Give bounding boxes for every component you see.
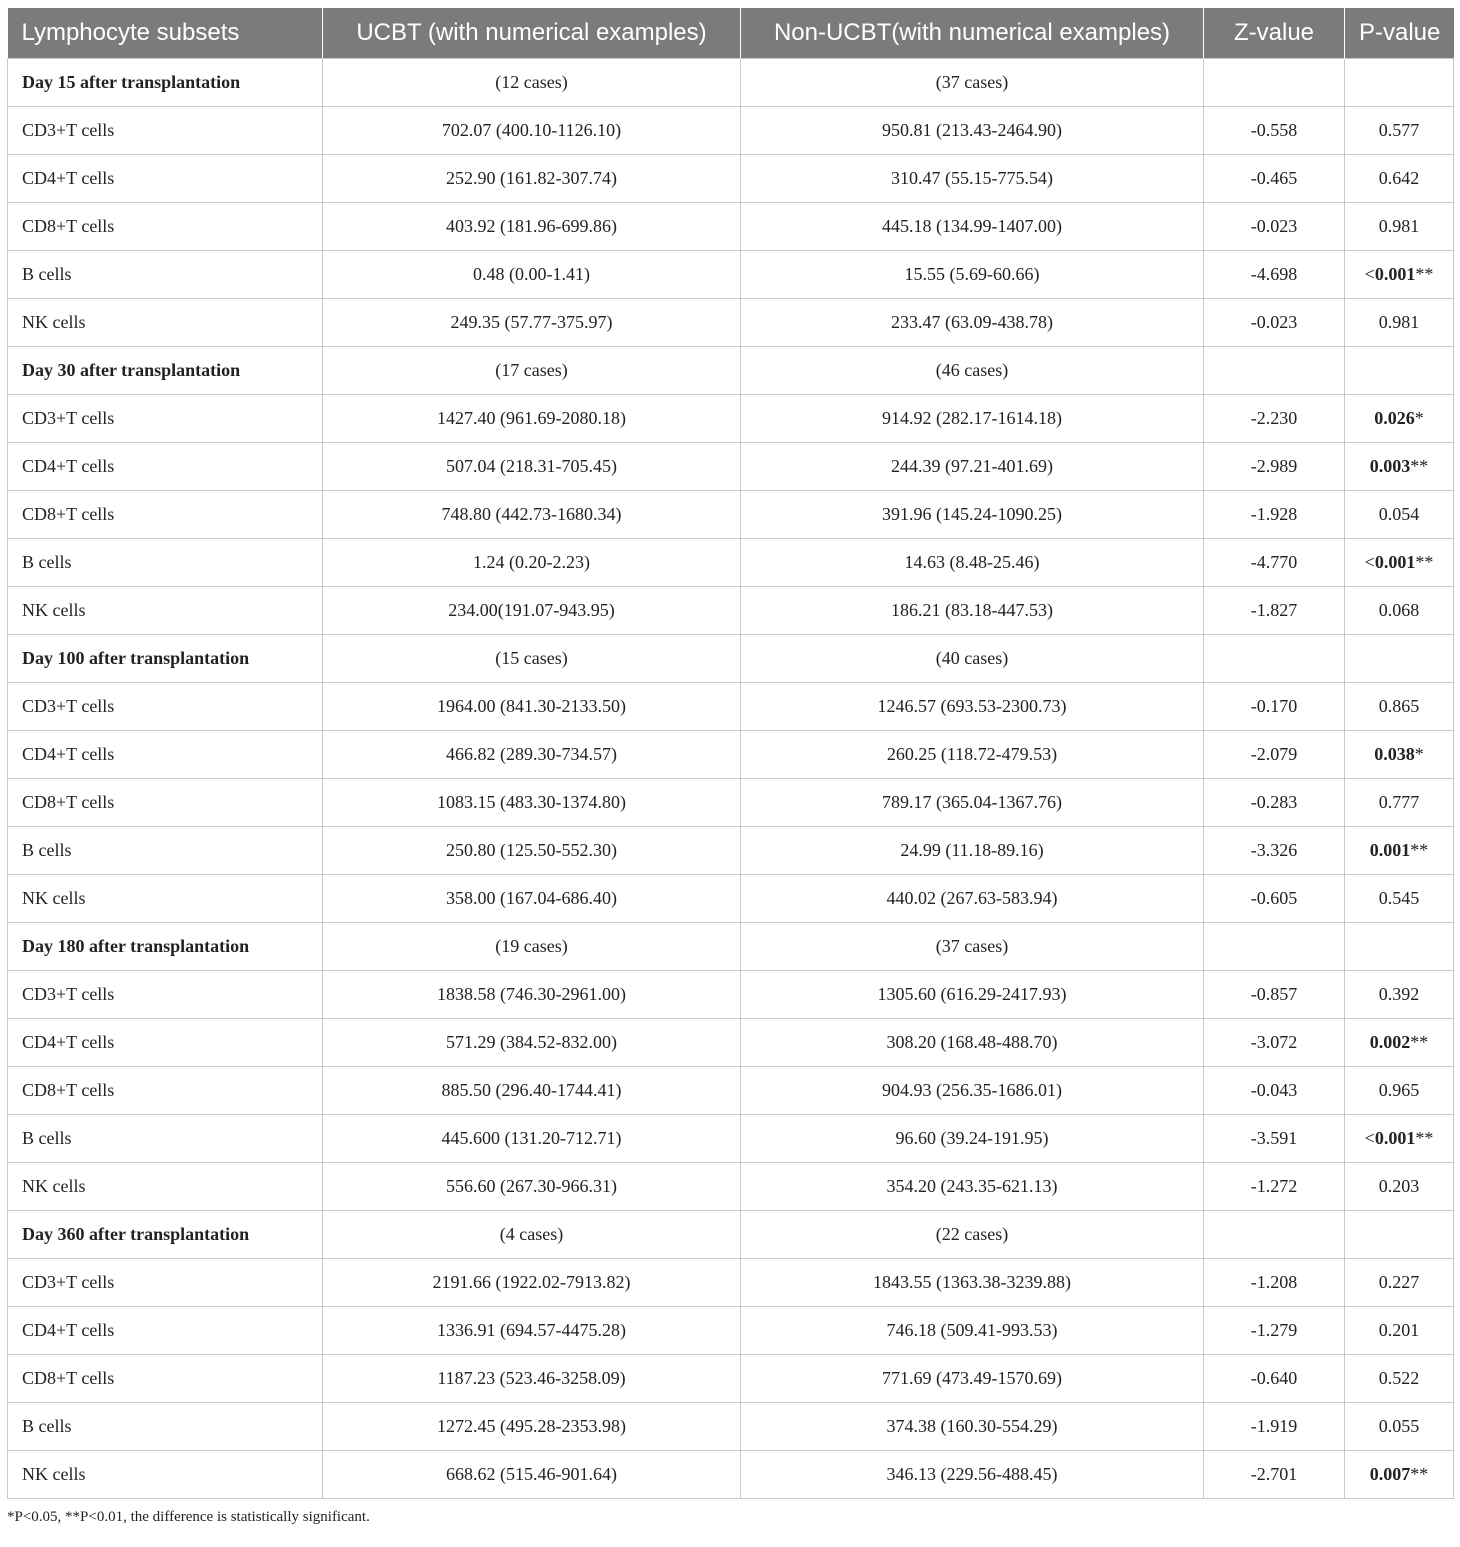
group-z-empty <box>1204 635 1345 683</box>
cell-ucbt: 445.600 (131.20-712.71) <box>323 1115 741 1163</box>
cell-z-value: -0.640 <box>1204 1355 1345 1403</box>
cell-subset: CD3+T cells <box>8 107 323 155</box>
p-stars: ** <box>1410 840 1429 860</box>
table-row <box>8 1259 1454 1307</box>
group-ucbt-cases: (17 cases) <box>323 347 741 395</box>
cell-z-value: -0.023 <box>1204 299 1345 347</box>
cell-z-value: -2.230 <box>1204 395 1345 443</box>
cell-z-value: -2.989 <box>1204 443 1345 491</box>
cell-subset: B cells <box>8 1403 323 1451</box>
p-stars: ** <box>1415 552 1434 572</box>
table-row <box>8 1403 1454 1451</box>
p-value-text: 0.642 <box>1378 168 1420 188</box>
cell-nonucbt: 186.21 (83.18-447.53) <box>741 587 1204 635</box>
cell-subset: CD3+T cells <box>8 971 323 1019</box>
table-row <box>8 1451 1454 1499</box>
p-significant: 0.003 <box>1369 456 1411 476</box>
p-value-text: 0.865 <box>1378 696 1420 716</box>
p-prefix: < <box>1364 1128 1375 1148</box>
table-row <box>8 443 1454 491</box>
table-row <box>8 539 1454 587</box>
cell-p-value <box>1345 1451 1454 1499</box>
cell-ucbt: 1838.58 (746.30-2961.00) <box>323 971 741 1019</box>
cell-subset: CD3+T cells <box>8 395 323 443</box>
group-label: Day 100 after transplantation <box>8 635 323 683</box>
table-header <box>8 8 1454 59</box>
cell-ucbt: 748.80 (442.73-1680.34) <box>323 491 741 539</box>
group-header-row <box>8 59 1454 107</box>
cell-p-value <box>1345 827 1454 875</box>
cell-nonucbt: 445.18 (134.99-1407.00) <box>741 203 1204 251</box>
cell-p-value <box>1345 1067 1454 1115</box>
header-z-value: Z-value <box>1204 8 1345 59</box>
cell-nonucbt: 771.69 (473.49-1570.69) <box>741 1355 1204 1403</box>
cell-nonucbt: 354.20 (243.35-621.13) <box>741 1163 1204 1211</box>
cell-subset: NK cells <box>8 1163 323 1211</box>
cell-ucbt: 702.07 (400.10-1126.10) <box>323 107 741 155</box>
table-row <box>8 731 1454 779</box>
table-row <box>8 875 1454 923</box>
p-significant: 0.001 <box>1374 264 1416 284</box>
cell-p-value <box>1345 203 1454 251</box>
cell-subset: CD4+T cells <box>8 1019 323 1067</box>
cell-subset: CD3+T cells <box>8 683 323 731</box>
cell-p-value <box>1345 395 1454 443</box>
p-prefix: < <box>1364 552 1375 572</box>
table-container <box>7 8 1453 1526</box>
cell-p-value <box>1345 1019 1454 1067</box>
cell-ucbt: 252.90 (161.82-307.74) <box>323 155 741 203</box>
table-row <box>8 1067 1454 1115</box>
cell-p-value <box>1345 443 1454 491</box>
cell-ucbt: 885.50 (296.40-1744.41) <box>323 1067 741 1115</box>
cell-subset: B cells <box>8 539 323 587</box>
group-p-empty <box>1345 1211 1454 1259</box>
cell-z-value: -2.079 <box>1204 731 1345 779</box>
cell-nonucbt: 24.99 (11.18-89.16) <box>741 827 1204 875</box>
cell-subset: CD3+T cells <box>8 1259 323 1307</box>
cell-nonucbt: 440.02 (267.63-583.94) <box>741 875 1204 923</box>
cell-ucbt: 1336.91 (694.57-4475.28) <box>323 1307 741 1355</box>
table-row <box>8 1355 1454 1403</box>
cell-z-value: -2.701 <box>1204 1451 1345 1499</box>
p-value-text: 0.227 <box>1378 1272 1420 1292</box>
cell-ucbt: 668.62 (515.46-901.64) <box>323 1451 741 1499</box>
cell-p-value <box>1345 251 1454 299</box>
cell-subset: B cells <box>8 827 323 875</box>
p-value-text: 0.965 <box>1378 1080 1420 1100</box>
cell-p-value <box>1345 875 1454 923</box>
group-p-empty <box>1345 635 1454 683</box>
cell-ucbt: 507.04 (218.31-705.45) <box>323 443 741 491</box>
p-significant: 0.001 <box>1369 840 1411 860</box>
cell-subset: CD4+T cells <box>8 1307 323 1355</box>
cell-ucbt: 358.00 (167.04-686.40) <box>323 875 741 923</box>
table-row <box>8 251 1454 299</box>
cell-p-value <box>1345 491 1454 539</box>
group-z-empty <box>1204 1211 1345 1259</box>
p-value-text: 0.981 <box>1378 312 1420 332</box>
cell-p-value <box>1345 1163 1454 1211</box>
p-value-text: 0.545 <box>1378 888 1420 908</box>
table-row <box>8 107 1454 155</box>
table-body <box>8 59 1454 1499</box>
p-value-text: 0.777 <box>1378 792 1420 812</box>
header-lymphocyte-subsets: Lymphocyte subsets <box>8 8 323 59</box>
cell-z-value: -4.770 <box>1204 539 1345 587</box>
header-ucbt: UCBT (with numerical examples) <box>323 8 741 59</box>
p-stars: ** <box>1415 264 1434 284</box>
table-row <box>8 971 1454 1019</box>
group-ucbt-cases: (4 cases) <box>323 1211 741 1259</box>
p-value-text: 0.068 <box>1378 600 1420 620</box>
group-ucbt-cases: (15 cases) <box>323 635 741 683</box>
group-header-row <box>8 347 1454 395</box>
cell-p-value <box>1345 971 1454 1019</box>
p-value-text: 0.201 <box>1378 1320 1420 1340</box>
header-p-value: P-value <box>1345 8 1454 59</box>
cell-ucbt: 1.24 (0.20-2.23) <box>323 539 741 587</box>
cell-z-value: -3.591 <box>1204 1115 1345 1163</box>
cell-z-value: -0.023 <box>1204 203 1345 251</box>
p-value-text: 0.981 <box>1378 216 1420 236</box>
table-row <box>8 1115 1454 1163</box>
cell-z-value: -1.272 <box>1204 1163 1345 1211</box>
cell-p-value <box>1345 299 1454 347</box>
cell-z-value: -0.558 <box>1204 107 1345 155</box>
cell-subset: CD8+T cells <box>8 1355 323 1403</box>
p-value-text: 0.392 <box>1378 984 1420 1004</box>
cell-p-value <box>1345 1355 1454 1403</box>
cell-subset: B cells <box>8 251 323 299</box>
group-label: Day 15 after transplantation <box>8 59 323 107</box>
cell-ucbt: 1427.40 (961.69-2080.18) <box>323 395 741 443</box>
cell-p-value <box>1345 1307 1454 1355</box>
cell-ucbt: 1964.00 (841.30-2133.50) <box>323 683 741 731</box>
group-label: Day 30 after transplantation <box>8 347 323 395</box>
p-significant: 0.007 <box>1369 1464 1411 1484</box>
p-significant: 0.001 <box>1374 552 1416 572</box>
cell-z-value: -3.072 <box>1204 1019 1345 1067</box>
cell-nonucbt: 14.63 (8.48-25.46) <box>741 539 1204 587</box>
cell-nonucbt: 789.17 (365.04-1367.76) <box>741 779 1204 827</box>
cell-ucbt: 1187.23 (523.46-3258.09) <box>323 1355 741 1403</box>
cell-p-value <box>1345 107 1454 155</box>
group-nonucbt-cases: (46 cases) <box>741 347 1204 395</box>
group-nonucbt-cases: (40 cases) <box>741 635 1204 683</box>
cell-nonucbt: 1843.55 (1363.38-3239.88) <box>741 1259 1204 1307</box>
cell-nonucbt: 346.13 (229.56-488.45) <box>741 1451 1204 1499</box>
group-header-row <box>8 1211 1454 1259</box>
cell-ucbt: 2191.66 (1922.02-7913.82) <box>323 1259 741 1307</box>
cell-p-value <box>1345 1403 1454 1451</box>
cell-z-value: -3.326 <box>1204 827 1345 875</box>
group-z-empty <box>1204 59 1345 107</box>
p-value-text: 0.577 <box>1378 120 1420 140</box>
group-z-empty <box>1204 923 1345 971</box>
table-row <box>8 203 1454 251</box>
group-header-row <box>8 923 1454 971</box>
cell-ucbt: 0.48 (0.00-1.41) <box>323 251 741 299</box>
cell-nonucbt: 746.18 (509.41-993.53) <box>741 1307 1204 1355</box>
cell-subset: NK cells <box>8 299 323 347</box>
cell-subset: NK cells <box>8 1451 323 1499</box>
header-non-ucbt: Non-UCBT(with numerical examples) <box>741 8 1204 59</box>
cell-p-value <box>1345 1259 1454 1307</box>
cell-ucbt: 249.35 (57.77-375.97) <box>323 299 741 347</box>
table-row <box>8 683 1454 731</box>
cell-nonucbt: 1305.60 (616.29-2417.93) <box>741 971 1204 1019</box>
cell-nonucbt: 310.47 (55.15-775.54) <box>741 155 1204 203</box>
cell-z-value: -0.605 <box>1204 875 1345 923</box>
cell-subset: NK cells <box>8 587 323 635</box>
cell-z-value: -0.283 <box>1204 779 1345 827</box>
p-significant: 0.026 <box>1374 408 1415 428</box>
cell-subset: B cells <box>8 1115 323 1163</box>
group-z-empty <box>1204 347 1345 395</box>
cell-z-value: -1.827 <box>1204 587 1345 635</box>
p-value-text: 0.203 <box>1378 1176 1420 1196</box>
table-row <box>8 1019 1454 1067</box>
group-p-empty <box>1345 59 1454 107</box>
group-nonucbt-cases: (22 cases) <box>741 1211 1204 1259</box>
cell-nonucbt: 914.92 (282.17-1614.18) <box>741 395 1204 443</box>
cell-ucbt: 556.60 (267.30-966.31) <box>323 1163 741 1211</box>
group-p-empty <box>1345 923 1454 971</box>
p-stars: ** <box>1410 456 1429 476</box>
cell-p-value <box>1345 731 1454 779</box>
cell-z-value: -0.170 <box>1204 683 1345 731</box>
header-row <box>8 8 1454 59</box>
cell-nonucbt: 1246.57 (693.53-2300.73) <box>741 683 1204 731</box>
cell-nonucbt: 96.60 (39.24-191.95) <box>741 1115 1204 1163</box>
cell-nonucbt: 950.81 (213.43-2464.90) <box>741 107 1204 155</box>
lymphocyte-subsets-table <box>7 8 1454 1499</box>
cell-p-value <box>1345 683 1454 731</box>
cell-subset: CD4+T cells <box>8 443 323 491</box>
p-significant: 0.002 <box>1369 1032 1411 1052</box>
table-row <box>8 491 1454 539</box>
p-significant: 0.038 <box>1374 744 1415 764</box>
p-stars: ** <box>1410 1032 1429 1052</box>
group-ucbt-cases: (12 cases) <box>323 59 741 107</box>
cell-ucbt: 1272.45 (495.28-2353.98) <box>323 1403 741 1451</box>
cell-ucbt: 571.29 (384.52-832.00) <box>323 1019 741 1067</box>
cell-nonucbt: 308.20 (168.48-488.70) <box>741 1019 1204 1067</box>
table-row <box>8 827 1454 875</box>
cell-subset: CD8+T cells <box>8 203 323 251</box>
p-stars: ** <box>1410 1464 1429 1484</box>
cell-ucbt: 466.82 (289.30-734.57) <box>323 731 741 779</box>
cell-p-value <box>1345 779 1454 827</box>
group-p-empty <box>1345 347 1454 395</box>
cell-ucbt: 403.92 (181.96-699.86) <box>323 203 741 251</box>
p-value-text: 0.054 <box>1378 504 1420 524</box>
cell-p-value <box>1345 539 1454 587</box>
cell-subset: NK cells <box>8 875 323 923</box>
cell-z-value: -1.279 <box>1204 1307 1345 1355</box>
cell-subset: CD8+T cells <box>8 779 323 827</box>
cell-subset: CD4+T cells <box>8 155 323 203</box>
cell-p-value <box>1345 587 1454 635</box>
cell-ucbt: 250.80 (125.50-552.30) <box>323 827 741 875</box>
cell-subset: CD8+T cells <box>8 491 323 539</box>
cell-nonucbt: 391.96 (145.24-1090.25) <box>741 491 1204 539</box>
cell-z-value: -1.919 <box>1204 1403 1345 1451</box>
table-row <box>8 395 1454 443</box>
cell-nonucbt: 233.47 (63.09-438.78) <box>741 299 1204 347</box>
cell-nonucbt: 15.55 (5.69-60.66) <box>741 251 1204 299</box>
table-row <box>8 1163 1454 1211</box>
p-significant: 0.001 <box>1374 1128 1416 1148</box>
cell-z-value: -0.043 <box>1204 1067 1345 1115</box>
p-value-text: 0.522 <box>1378 1368 1420 1388</box>
cell-ucbt: 1083.15 (483.30-1374.80) <box>323 779 741 827</box>
cell-nonucbt: 374.38 (160.30-554.29) <box>741 1403 1204 1451</box>
p-stars: * <box>1414 408 1424 428</box>
cell-z-value: -4.698 <box>1204 251 1345 299</box>
table-row <box>8 155 1454 203</box>
group-label: Day 360 after transplantation <box>8 1211 323 1259</box>
group-label: Day 180 after transplantation <box>8 923 323 971</box>
cell-z-value: -1.208 <box>1204 1259 1345 1307</box>
cell-z-value: -0.857 <box>1204 971 1345 1019</box>
cell-z-value: -0.465 <box>1204 155 1345 203</box>
cell-ucbt: 234.00(191.07-943.95) <box>323 587 741 635</box>
cell-nonucbt: 904.93 (256.35-1686.01) <box>741 1067 1204 1115</box>
cell-z-value: -1.928 <box>1204 491 1345 539</box>
table-footnote: *P<0.05, **P<0.01, the difference is statistically significant. <box>7 1509 370 1525</box>
p-stars: ** <box>1415 1128 1434 1148</box>
cell-subset: CD4+T cells <box>8 731 323 779</box>
p-prefix: < <box>1364 264 1375 284</box>
group-nonucbt-cases: (37 cases) <box>741 923 1204 971</box>
cell-p-value <box>1345 1115 1454 1163</box>
p-stars: * <box>1414 744 1424 764</box>
table-row <box>8 587 1454 635</box>
cell-subset: CD8+T cells <box>8 1067 323 1115</box>
table-row <box>8 1307 1454 1355</box>
table-row <box>8 299 1454 347</box>
group-header-row <box>8 635 1454 683</box>
group-nonucbt-cases: (37 cases) <box>741 59 1204 107</box>
cell-nonucbt: 244.39 (97.21-401.69) <box>741 443 1204 491</box>
cell-p-value <box>1345 155 1454 203</box>
group-ucbt-cases: (19 cases) <box>323 923 741 971</box>
table-row <box>8 779 1454 827</box>
cell-nonucbt: 260.25 (118.72-479.53) <box>741 731 1204 779</box>
p-value-text: 0.055 <box>1378 1416 1420 1436</box>
